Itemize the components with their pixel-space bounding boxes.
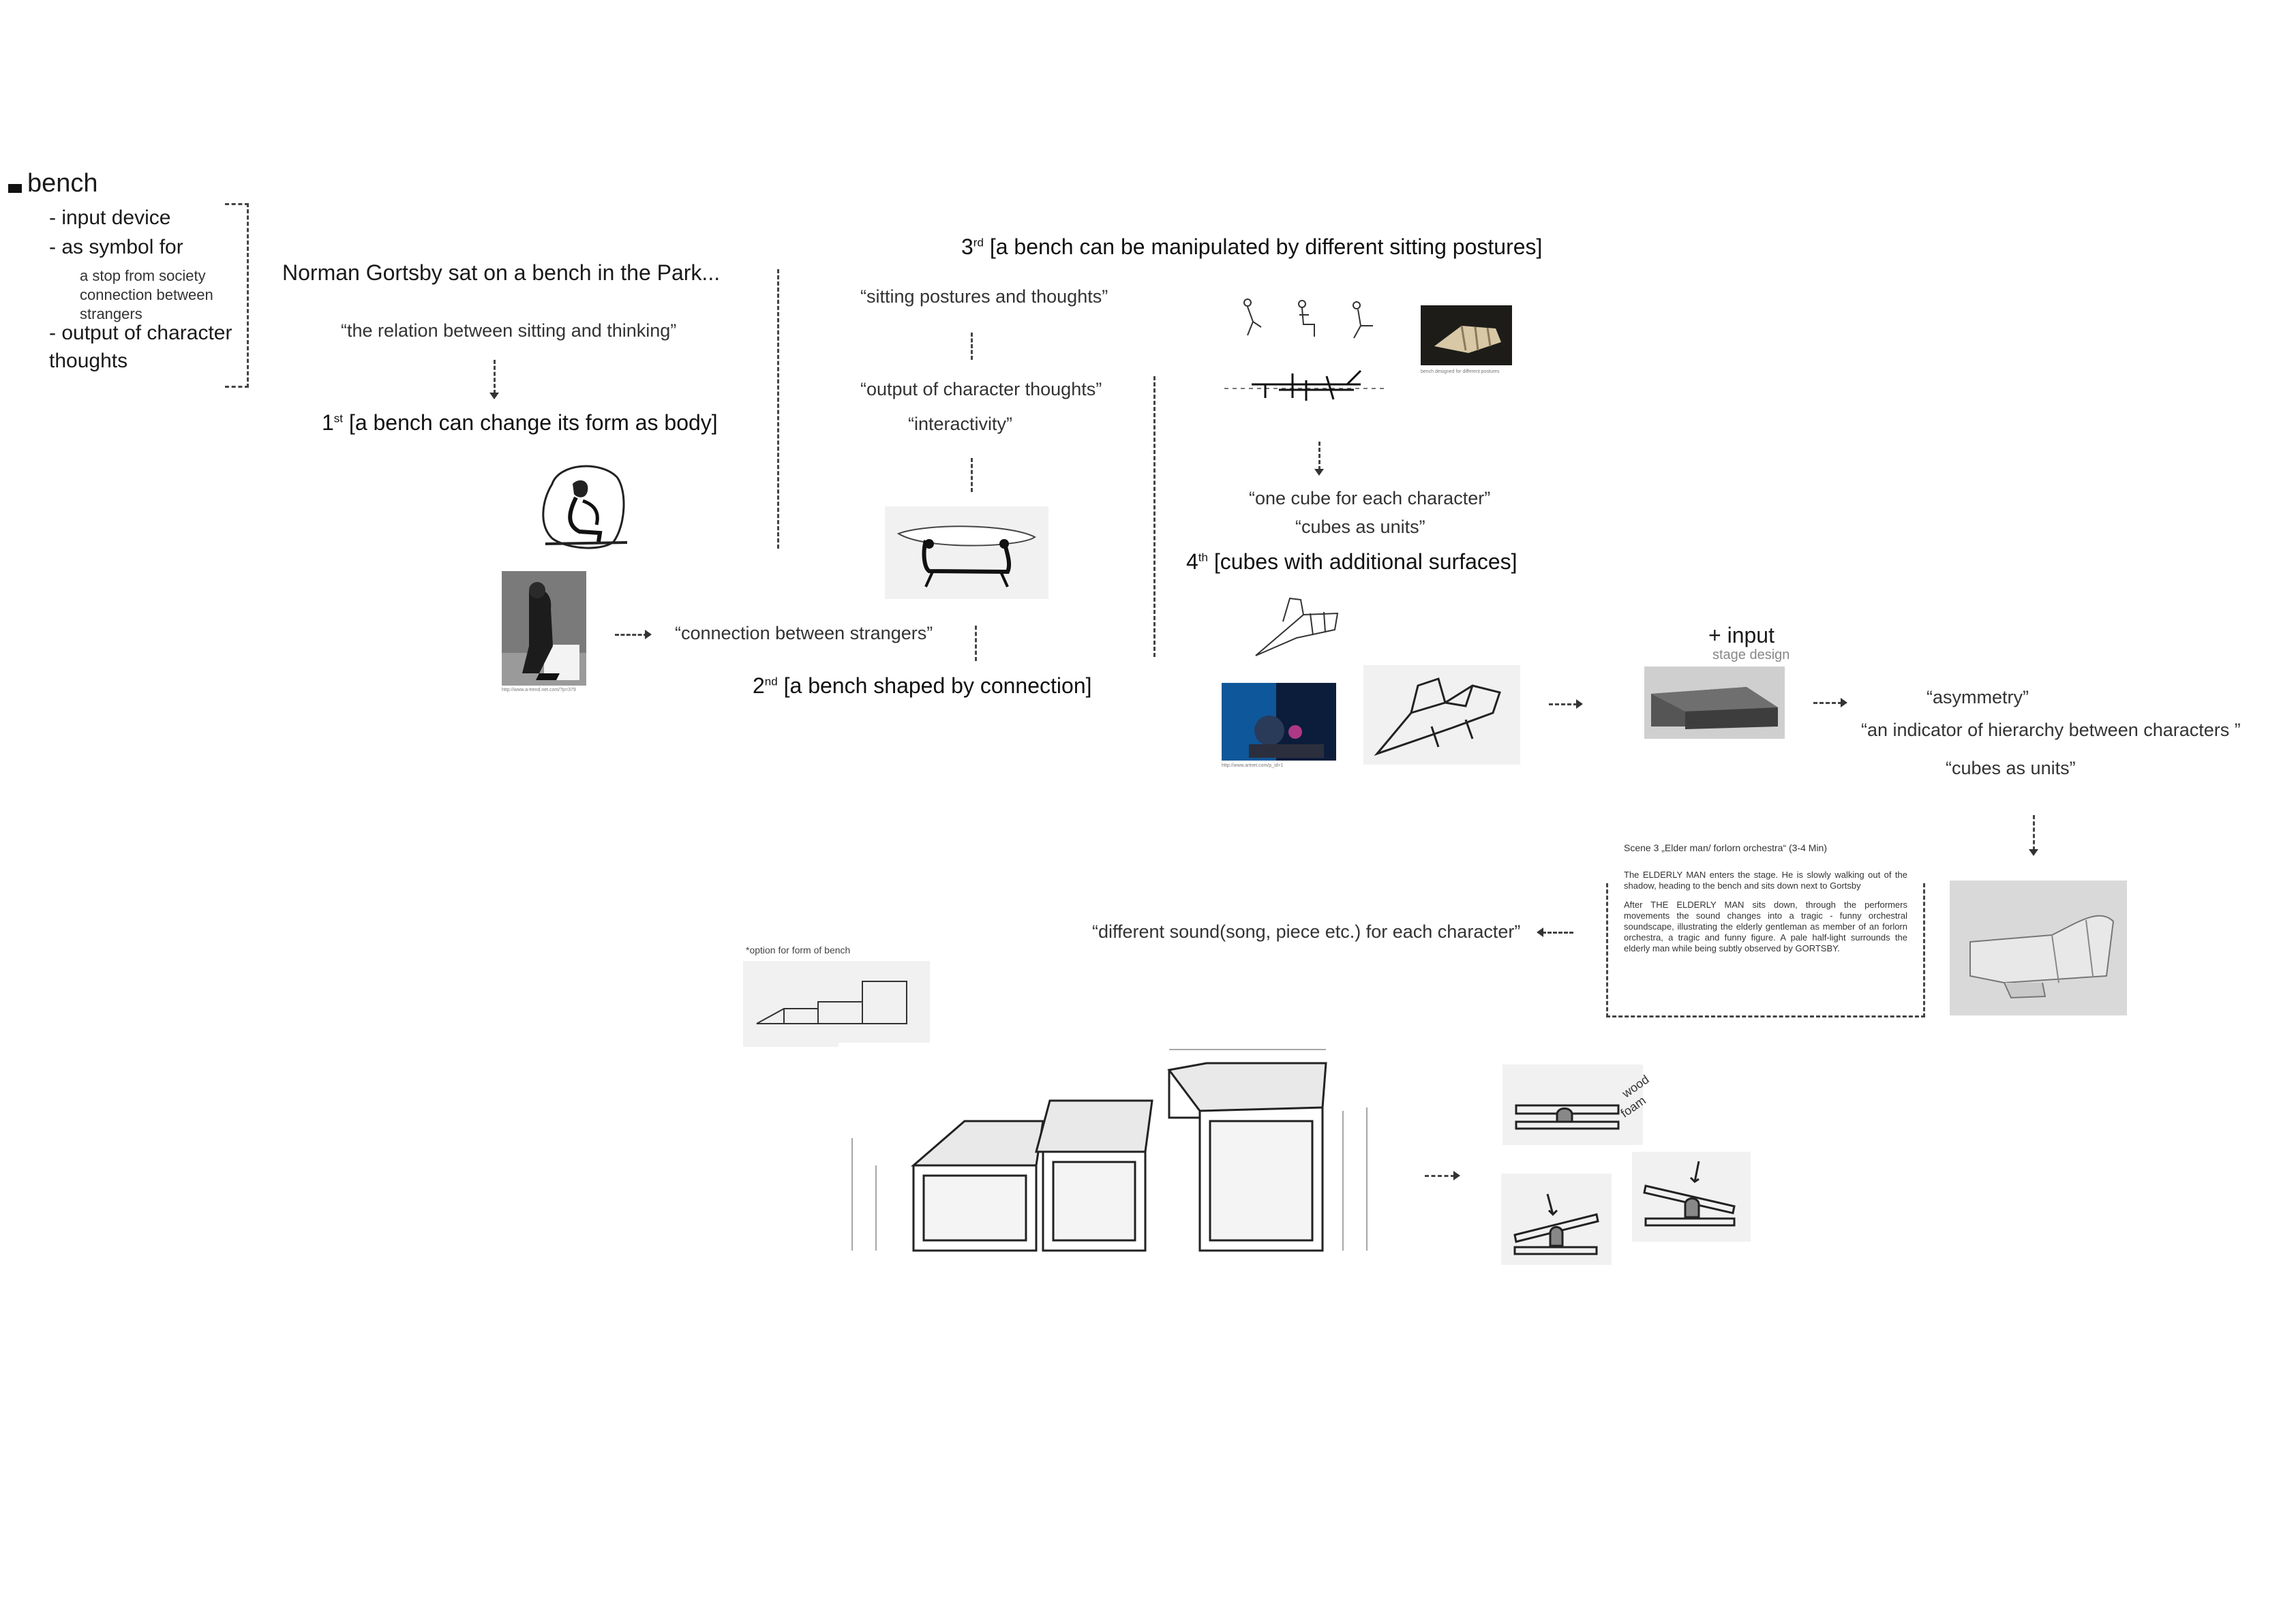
quote-cubes-units-2: “cubes as units” — [1946, 758, 2076, 778]
intro-text: Norman Gortsby sat on a bench in the Park... — [282, 260, 721, 285]
step-4-text: [cubes with additional surfaces] — [1207, 549, 1517, 574]
arrow-down-1 — [494, 360, 496, 394]
arrow-down-3 — [2033, 815, 2035, 851]
quote-sitting-postures: “sitting postures and thoughts” — [860, 286, 1108, 307]
arrow-up-3 — [975, 626, 977, 661]
arrow-right-connection — [615, 634, 648, 636]
bullet-square-icon — [8, 184, 22, 193]
scene-paragraph-2: After THE ELDERLY MAN sits down, through the performers movements the sound changes into a tragic - funny orchestral soundscape, illustrating the elderly gentleman as member of an forlorn orchestra, a tragic and funny figure. A pale half-light surrounds the elderly man while being subtly observed by GORTSBY. — [1624, 900, 1907, 953]
label-wood: wood — [1619, 1072, 1652, 1101]
posture-bench-photo — [1421, 305, 1512, 365]
posture-photo-caption: bench designed for different postures — [1421, 369, 1500, 374]
step-4-heading — [1186, 549, 1517, 575]
blue-photo-caption: http://www.artnet.com/p_id=1 — [1222, 763, 1284, 768]
blue-stage-photo — [1222, 683, 1336, 761]
side-sub-item-strangers: strangers — [80, 305, 142, 322]
input-subtitle: stage design — [1712, 647, 1790, 662]
body-sketch — [532, 457, 634, 553]
stage-model-photo — [1644, 667, 1785, 739]
quote-different-sound: “different sound(song, piece etc.) for each character” — [1092, 921, 1521, 942]
arrow-head-icon — [2029, 849, 2038, 856]
step-1-heading — [322, 410, 718, 435]
option-caption: *option for form of bench — [746, 945, 851, 955]
step-3-heading — [961, 234, 1542, 260]
curved-bench-model-photo — [1950, 881, 2127, 1015]
arrow-head-icon — [1841, 698, 1847, 707]
bench-technical-drawing — [839, 1043, 1398, 1254]
step-1-sup: st — [333, 412, 344, 425]
divider-1 — [777, 269, 779, 549]
step-3-sup: rd — [973, 236, 984, 249]
arrow-left-sound — [1542, 932, 1573, 934]
photo-caption-1: http://www.a-trend.net.com/?p=379 — [502, 688, 576, 692]
quote-one-cube: “one cube for each character” — [1249, 488, 1491, 508]
posture-bench-sketch — [1224, 364, 1388, 408]
arrow-up-1 — [971, 333, 973, 360]
arrow-right-details — [1425, 1175, 1455, 1177]
quote-sitting-thinking: “the relation between sitting and thinking” — [341, 320, 677, 341]
scene-paragraph-1: The ELDERLY MAN enters the stage. He is slowly walking out of the shadow, heading to the bench and sits down next to Gortsby — [1624, 870, 1907, 891]
step-2-heading — [753, 673, 1092, 699]
scene-title: Scene 3 „Elder man/ forlorn orchestra“ (3-4 Min) — [1624, 842, 1827, 853]
side-bracket — [225, 203, 249, 388]
side-item-symbol: - as symbol for — [49, 236, 183, 258]
arrow-head-icon — [645, 630, 652, 639]
side-item-input-device: - input device — [49, 206, 171, 229]
arrow-right-input — [1549, 703, 1577, 705]
scene-frame — [1606, 883, 1925, 1017]
side-item-thoughts: thoughts — [49, 350, 128, 372]
option-bench-sketch — [743, 961, 930, 1047]
divider-2 — [1153, 376, 1155, 657]
quote-output-thoughts: “output of character thoughts” — [860, 379, 1102, 399]
step-2-sup: nd — [764, 675, 778, 688]
step-1-number: 1 — [322, 410, 334, 435]
quote-asymmetry: “asymmetry” — [1927, 687, 2029, 707]
arrow-head-icon — [1314, 469, 1324, 476]
arrow-down-2 — [1318, 442, 1320, 470]
cube-bench-sketch-small — [1249, 587, 1342, 664]
detail-tilt-left-sketch — [1501, 1174, 1612, 1265]
arrow-head-icon — [1576, 699, 1583, 709]
person-on-cube-photo — [502, 571, 586, 686]
arrow-right-asymmetry — [1813, 702, 1842, 704]
label-foam: foam — [1618, 1093, 1648, 1120]
quote-connection-strangers: “connection between strangers” — [675, 623, 933, 643]
arrow-head-icon — [1453, 1171, 1460, 1180]
arrow-head-icon — [1537, 928, 1543, 937]
side-sub-item-connection: connection between — [80, 286, 213, 303]
input-title: + input — [1708, 623, 1774, 647]
step-2-text: [a bench shaped by connection] — [777, 673, 1092, 698]
step-2-number: 2 — [753, 673, 765, 698]
side-title: bench — [27, 169, 98, 198]
posture-sketches — [1234, 294, 1381, 348]
quote-cubes-units-1: “cubes as units” — [1295, 517, 1425, 537]
arrow-up-2 — [971, 458, 973, 492]
detail-tilt-right-sketch — [1632, 1152, 1751, 1242]
step-1-text: [a bench can change its form as body] — [343, 410, 718, 435]
step-3-text: [a bench can be manipulated by different sitting postures] — [983, 234, 1543, 259]
cube-bench-sketch-large — [1363, 665, 1520, 765]
side-sub-item-stop: a stop from society — [80, 267, 206, 284]
side-item-output: - output of character — [49, 322, 232, 344]
quote-hierarchy: “an indicator of hierarchy between characters ” — [1861, 720, 2241, 740]
step-3-number: 3 — [961, 234, 973, 259]
connection-bench-sketch — [885, 506, 1048, 599]
quote-interactivity: “interactivity” — [908, 414, 1013, 434]
step-4-number: 4 — [1186, 549, 1198, 574]
step-4-sup: th — [1198, 551, 1208, 564]
detail-wood-foam-sketch — [1502, 1065, 1643, 1145]
arrow-head-icon — [489, 393, 499, 399]
